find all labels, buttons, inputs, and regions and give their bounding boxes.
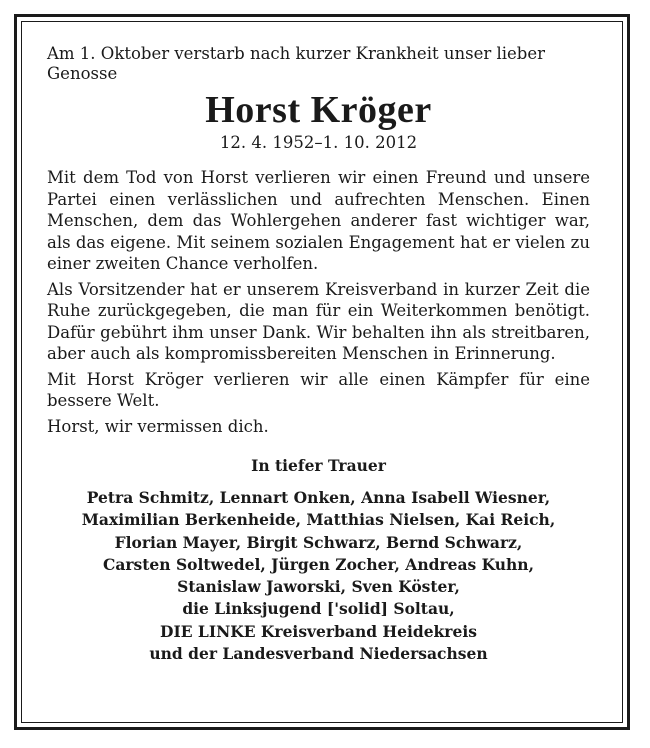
intro-text: Am 1. Oktober verstarb nach kurzer Krankheit unser lieber Genosse (47, 44, 545, 83)
body-text (47, 167, 590, 437)
paragraph-tribute: Mit dem Tod von Horst verlieren wir einen Freund und unsere Partei einen verlässlichen und aufrechten Menschen. Einen Menschen, dem das Wohlergehen anderer fast wichtiger war, als das eigene. Mit seinem sozialen Engagement hat er vielen zu einer zweiten Chance verholfen. (47, 168, 590, 273)
life-dates: 12. 4. 1952–1. 10. 2012 (219, 133, 418, 152)
signer-line: Maximilian Berkenheide, Matthias Nielsen, Kai Reich, (81, 510, 556, 530)
signer-line: und der Landesverband Niedersachsen (149, 644, 488, 664)
paragraph-chairman: Als Vorsitzender hat er unserem Kreisverband in kurzer Zeit die Ruhe zurückgegeben, die man für ein Weiterkommen benötigt. Dafür gebührt ihm unser Dank. Wir behalten ihn als streitbaren, aber auch als kompromissbereiten Menschen in Erinnerung. (47, 279, 590, 363)
obituary-notice (47, 44, 590, 665)
signer-line: die Linksjugend ['solid] Soltau, (182, 599, 455, 619)
signer-line: DIE LINKE Kreisverband Heidekreis (160, 621, 477, 641)
deceased-name: Horst Kröger (205, 89, 432, 131)
paragraph-farewell: Horst, wir vermissen dich. (47, 416, 269, 436)
signer-line: Carsten Soltwedel, Jürgen Zocher, Andreas Kuhn, (103, 554, 534, 574)
mourning-heading: In tiefer Trauer (251, 456, 386, 475)
signer-line: Stanislaw Jaworski, Sven Köster, (177, 577, 460, 597)
signer-line: Petra Schmitz, Lennart Onken, Anna Isabell Wiesner, (86, 488, 551, 507)
signer-line: Florian Mayer, Birgit Schwarz, Bernd Schwarz, (114, 532, 523, 552)
paragraph-fighter: Mit Horst Kröger verlieren wir alle einen Kämpfer für eine bessere Welt. (47, 369, 590, 410)
signers-list (47, 487, 590, 665)
